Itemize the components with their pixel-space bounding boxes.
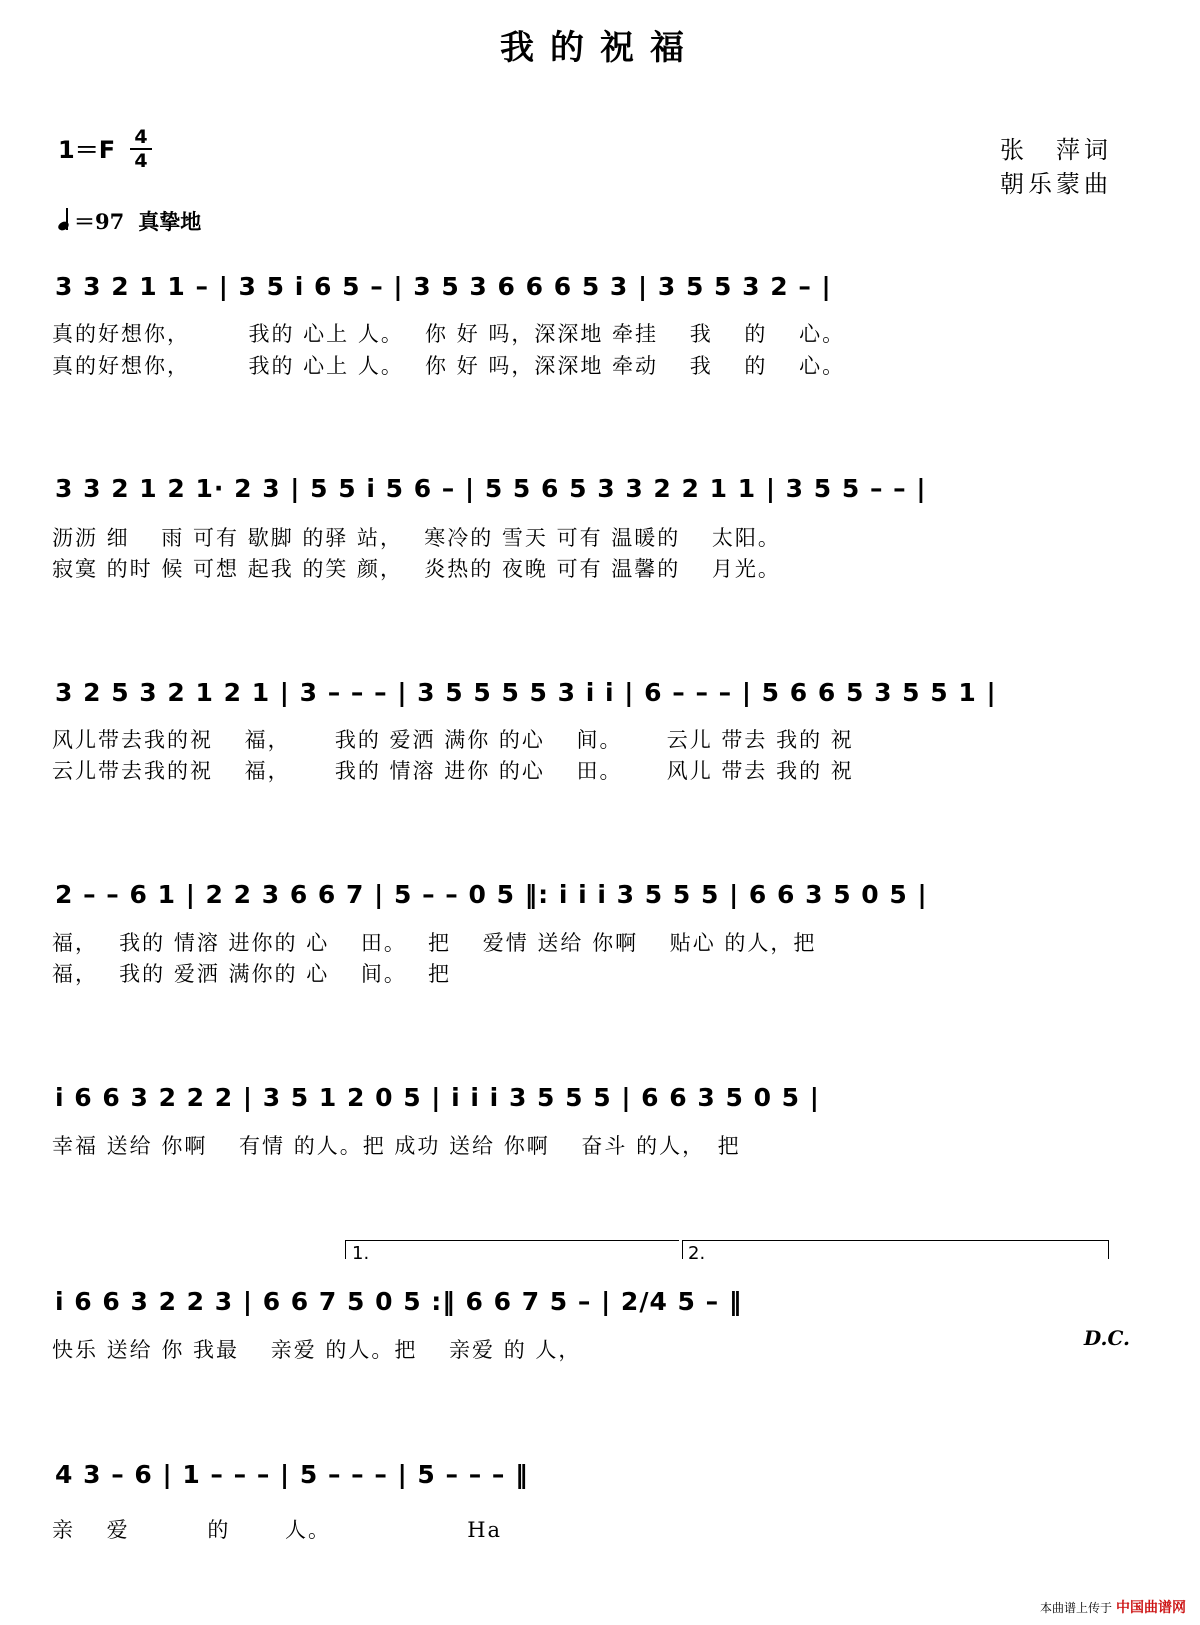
lyric-row-5: 幸福 送给 你啊 有情 的人。把 成功 送给 你啊 奋斗 的人， 把	[52, 1134, 741, 1158]
lyric-row-3-verse-1: 风儿带去我的祝 福， 我的 爱洒 满你 的心 间。 云儿 带去 我的 祝	[52, 728, 854, 752]
footer-credit	[1040, 1597, 1186, 1617]
time-signature-bottom: 4	[134, 150, 148, 172]
notation-row-5: i 6 6 3 2 2 2 | 3 5 1 2 0 5 | i i i 3 5 5 5 | 6 6 3 5 0 5 |	[55, 1083, 820, 1112]
composer-credit: 朝乐蒙曲	[1000, 170, 1112, 198]
lyric-row-1-verse-1: 真的好想你， 我的 心上 人。 你 好 吗，深深地 牵挂 我 的 心。	[52, 322, 846, 346]
song-title: 我的祝福	[500, 28, 700, 68]
lyric-row-4-verse-1: 福， 我的 情溶 进你的 心 田。 把 爱情 送给 你啊 贴心 的人，把	[52, 931, 817, 955]
lyric-row-2-verse-1: 沥沥 细 雨 可有 歇脚 的驿 站， 寒冷的 雪天 可有 温暖的 太阳。	[52, 526, 781, 550]
notation-row-7: 4 3 – 6 | 1 – – – | 5 – – – | 5 – – – ‖	[55, 1460, 529, 1489]
lyric-row-4-verse-2: 福， 我的 爱洒 满你的 心 间。 把	[52, 962, 452, 986]
lyric-row-1-verse-2: 真的好想你， 我的 心上 人。 你 好 吗，深深地 牵动 我 的 心。	[52, 354, 846, 378]
key-signature: 1＝F	[58, 136, 116, 164]
tempo-expression: 真挚地	[138, 209, 202, 234]
lyric-row-6: 快乐 送给 你 我最 亲爱 的人。把 亲爱 的 人，	[52, 1338, 582, 1362]
lyric-row-3-verse-2: 云儿带去我的祝 福， 我的 情溶 进你 的心 田。 风儿 带去 我的 祝	[52, 759, 854, 783]
tempo-bpm: ＝97	[74, 209, 125, 234]
time-signature	[130, 127, 152, 171]
notation-row-2: 3 3 2 1 2 1· 2 3 | 5 5 i 5 6 – | 5 5 6 5 3 3 2 2 1 1 | 3 5 5 – – |	[55, 474, 927, 503]
site-logo: 中国曲谱网	[1116, 1600, 1186, 1616]
lyric-row-7: 亲 爱 的 人。 Ha	[52, 1518, 503, 1542]
tempo-marking	[58, 206, 201, 236]
da-capo-mark: D.C.	[1083, 1326, 1130, 1350]
volta-label-2: 2.	[688, 1243, 706, 1264]
notation-row-3: 3 2 5 3 2 1 2 1 | 3 – – – | 3 5 5 5 5 3 i i | 6 – – – | 5 6 6 5 3 5 5 1 |	[55, 678, 997, 707]
time-signature-top: 4	[134, 126, 148, 148]
notation-row-1: 3 3 2 1 1 – | 3 5 i 6 5 – | 3 5 3 6 6 6 5 3 | 3 5 5 3 2 – |	[55, 272, 832, 301]
volta-bracket-1	[345, 1240, 679, 1259]
volta-label-1: 1.	[352, 1243, 370, 1264]
volta-bracket-2	[682, 1240, 1109, 1259]
notation-row-6: i 6 6 3 2 2 3 | 6 6 7 5 0 5 :‖ 6 6 7 5 – | 2/4 5 – ‖	[55, 1287, 743, 1316]
footer-text: 本曲谱上传于	[1039, 1600, 1112, 1615]
lyric-row-2-verse-2: 寂寞 的时 候 可想 起我 的笑 颜， 炎热的 夜晚 可有 温馨的 月光。	[52, 557, 781, 581]
notation-row-4: 2 – – 6 1 | 2 2 3 6 6 7 | 5 – – 0 5 ‖: i i i 3 5 5 5 | 6 6 3 5 0 5 |	[55, 880, 928, 909]
quarter-note-icon	[58, 208, 68, 235]
lyricist-credit: 张 萍词	[1000, 136, 1112, 164]
